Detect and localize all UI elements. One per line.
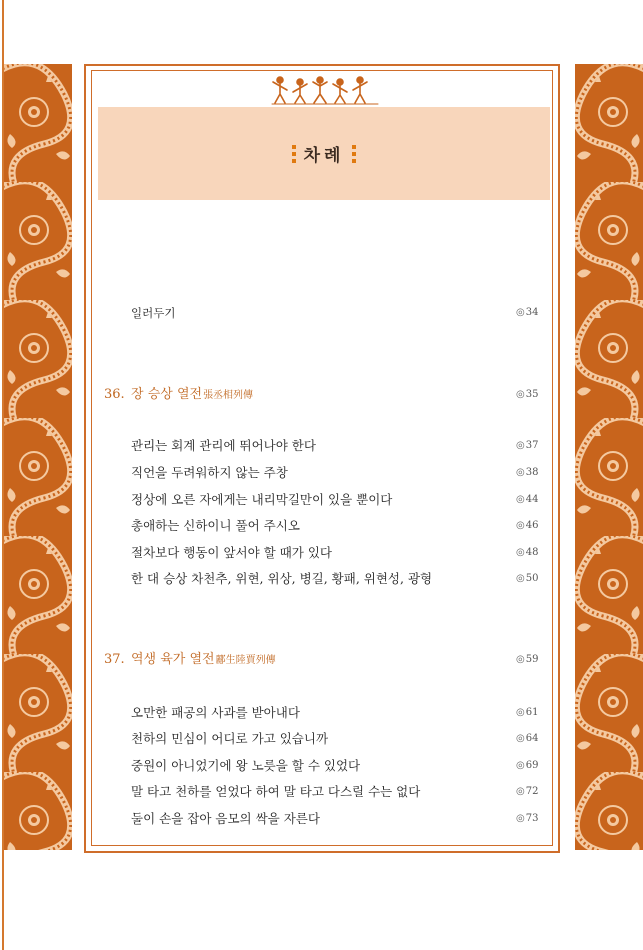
toc-entry-label: 절차보다 행동이 앞서야 할 때가 있다 — [131, 545, 332, 560]
toc-entry-row[interactable] — [0, 490, 643, 510]
toc-entry-row[interactable] — [0, 703, 643, 723]
toc-entry-row[interactable] — [0, 569, 643, 589]
toc-entry-label: 중원이 아니었기에 왕 노릇을 할 수 있었다 — [131, 758, 361, 773]
toc-intro-row[interactable] — [0, 303, 643, 323]
chapter-number: 37. — [104, 652, 125, 667]
toc-entry-row[interactable] — [0, 516, 643, 536]
toc-entry-page: ◎64 — [516, 733, 539, 744]
toc-entry-row[interactable] — [0, 729, 643, 749]
chapter-hanja: 張丞相列傳 — [203, 390, 254, 401]
toc-entry-label: 둘이 손을 잡아 음모의 싹을 자른다 — [131, 811, 320, 826]
toc-entry-page: ◎34 — [516, 307, 539, 318]
toc-entry-row[interactable] — [0, 543, 643, 563]
page-title: 차례 — [303, 146, 345, 166]
chapter-title: 장 승상 열전張丞相列傳 — [131, 387, 254, 402]
chapter-title: 역생 육가 열전酈生陸賈列傳 — [131, 652, 276, 667]
toc-entry-label: 말 타고 천하를 얻었다 하여 말 타고 다스릴 수는 없다 — [131, 784, 421, 799]
toc-entry-page: ◎38 — [516, 467, 539, 478]
toc-entry-page: ◎59 — [516, 654, 539, 665]
chapter-number: 36. — [104, 387, 125, 402]
toc-chapter-row-36[interactable] — [0, 385, 643, 405]
toc-entry-page: ◎50 — [516, 573, 539, 584]
toc-entry-row[interactable] — [0, 463, 643, 483]
toc-entry-page: ◎35 — [516, 389, 539, 400]
toc-entry-label: 정상에 오른 자에게는 내리막길만이 있을 뿐이다 — [131, 492, 393, 507]
toc-entry-row[interactable] — [0, 756, 643, 776]
toc-entry-page: ◎72 — [516, 786, 539, 797]
toc-entry-label: 관리는 회계 관리에 뛰어나야 한다 — [131, 438, 316, 453]
toc-entry-page: ◎48 — [516, 547, 539, 558]
toc-entry-label: 천하의 민심이 어디로 가고 있습니까 — [131, 731, 329, 746]
toc-entry-row[interactable] — [0, 782, 643, 802]
toc-entry-row[interactable] — [0, 809, 643, 829]
toc-chapter-row-37[interactable] — [0, 650, 643, 670]
toc-entry-page: ◎46 — [516, 520, 539, 531]
toc-entry-page: ◎73 — [516, 813, 539, 824]
dancing-figures-ornament — [270, 74, 380, 106]
toc-entry-label: 한 대 승상 차천추, 위현, 위상, 병길, 황패, 위현성, 광형 — [131, 571, 433, 586]
toc-entry-page: ◎37 — [516, 440, 539, 451]
toc-entry-page: ◎44 — [516, 494, 539, 505]
toc-title-box — [98, 107, 550, 200]
chapter-hanja: 酈生陸賈列傳 — [215, 655, 276, 666]
toc-entry-label: 직언을 두려워하지 않는 주창 — [131, 465, 288, 480]
toc-entry-row[interactable] — [0, 436, 643, 456]
toc-entry-label: 오만한 패공의 사과를 받아내다 — [131, 705, 300, 720]
toc-entry-label: 총애하는 신하이니 풀어 주시오 — [131, 518, 300, 533]
toc-entry-page: ◎61 — [516, 707, 539, 718]
toc-entry-page: ◎69 — [516, 760, 539, 771]
title-bracket-left — [292, 145, 296, 163]
title-bracket-right — [352, 145, 356, 163]
toc-entry-label: 일러두기 — [131, 306, 176, 320]
